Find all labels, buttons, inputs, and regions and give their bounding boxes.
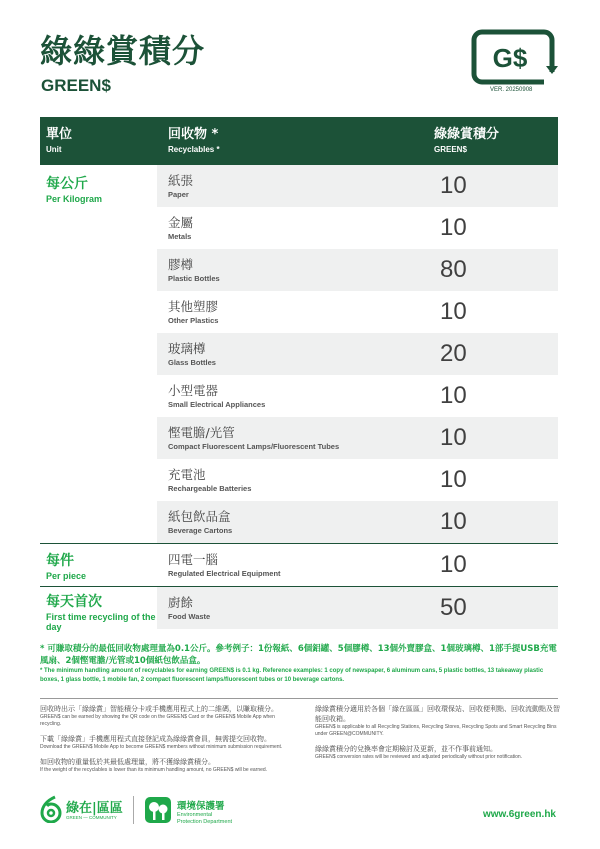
green-community-logo-icon [40, 795, 62, 823]
unit-label: 每件 Per piece [46, 553, 87, 581]
column-unit: 單位 Unit [46, 127, 73, 154]
unit-label: 每公斤 Per Kilogram [46, 176, 103, 204]
group-first-daily [40, 587, 558, 632]
table-row: 玻璃樽 Glass Bottles 20 [157, 333, 558, 375]
svg-text:G$: G$ [492, 43, 528, 73]
footnote-zh: * 可賺取積分的最低回收物處理量為0.1公斤。參考例子：1份報紙、6個鋁罐、5個膠樽、13個外賣膠盒、1個玻璃樽、1部手提USB充電風扇、2個慳電膽/光管或10個紙包飲品盒。 [40, 644, 557, 666]
footnote-en: * The minimum handling amount of recyclables for earning GREEN$ is 0.1 kg. Reference examples: 1 copy of newspaper, 6 aluminum cans, 5 plastic bottles, 13 takeaway plastic boxes, 1 glass bottle, 1 mobile fan, 2 compact fluorescent lamps/fluorescent tubes or 10 beverage cartons. [40, 668, 544, 683]
table-row: 紙張 Paper 10 [157, 165, 558, 207]
page-title: 綠綠賞積分 [40, 32, 206, 70]
points-table [40, 117, 558, 632]
epd-logo-icon [145, 797, 171, 823]
info-right: 綠綠賞積分適用於各個「綠在區區」回收環保站、回收便利點、回收流動點及智能回收箱。 GREEN$ is applicable to all Recycling Stations, Recycling Stores, Recycling Spots and Smart Recycling Bins under GREEN@COMMUNITY. 綠綠賞積分的兌換率會定期檢討及更新，並不作事前通知。 GREEN$ conversion rates will be reviewed and adjusted periodically without prior notification. [315, 705, 560, 760]
table-row: 其他塑膠 Other Plastics 10 [168, 298, 467, 325]
epd-name-en: Environmental Protection Department [177, 812, 233, 825]
table-row: 小型電器 Small Electrical Appliances 10 [168, 382, 467, 409]
group-per-piece [40, 544, 558, 587]
table-header [40, 117, 558, 165]
page-subtitle: GREEN$ [41, 76, 111, 95]
table-row: 紙包飲品盒 Beverage Cartons 10 [157, 501, 558, 543]
green-community-en: GREEN — COMMUNITY [66, 815, 117, 820]
info-left: 回收時出示「綠綠賞」智能積分卡或手機應用程式上的二維碼，以賺取積分。 GREEN$ can be earned by showing the QR code on the GREEN$ Card or the GREEN$ Mobile App when recycling. 下載「綠綠賞」手機應用程式直接登記成為綠綠賞會員，無需提交回收物。 Download the GREEN$ Mobile App to become GREEN$ members without minimum submission requirement. 如回收物的重量低於其最低處理量，將不獲綠綠賞積分。 If the weight of the recyclables is lower than its minimum handling amount, no GREEN$ will be earned. [40, 705, 283, 773]
group-per-kilogram [40, 165, 558, 544]
website-link[interactable]: www.6green.hk [483, 809, 556, 820]
logo-separator [133, 796, 134, 824]
table-row: 金屬 Metals 10 [168, 214, 467, 241]
table-row: 充電池 Rechargeable Batteries 10 [168, 466, 467, 493]
column-recyclables: 回收物 * Recyclables * [168, 127, 220, 154]
table-row: 四電一腦 Regulated Electrical Equipment 10 [168, 551, 467, 578]
table-row: 廚餘 Food Waste 50 [157, 587, 558, 629]
greens-logo-icon [470, 28, 560, 86]
table-row: 慳電膽/光管 Compact Fluorescent Lamps/Fluorescent Tubes 10 [157, 417, 558, 459]
unit-label: 每天首次 First time recycling of the day [46, 594, 156, 632]
epd-name-zh: 環境保護署 [177, 801, 225, 812]
table-row: 膠樽 Plastic Bottles 80 [157, 249, 558, 291]
divider [40, 698, 558, 699]
column-greens: 綠綠賞積分 GREEN$ [434, 127, 500, 154]
green-community-name: 綠在|區區 [66, 801, 123, 816]
version-label: VER. 20250908 [490, 87, 533, 93]
